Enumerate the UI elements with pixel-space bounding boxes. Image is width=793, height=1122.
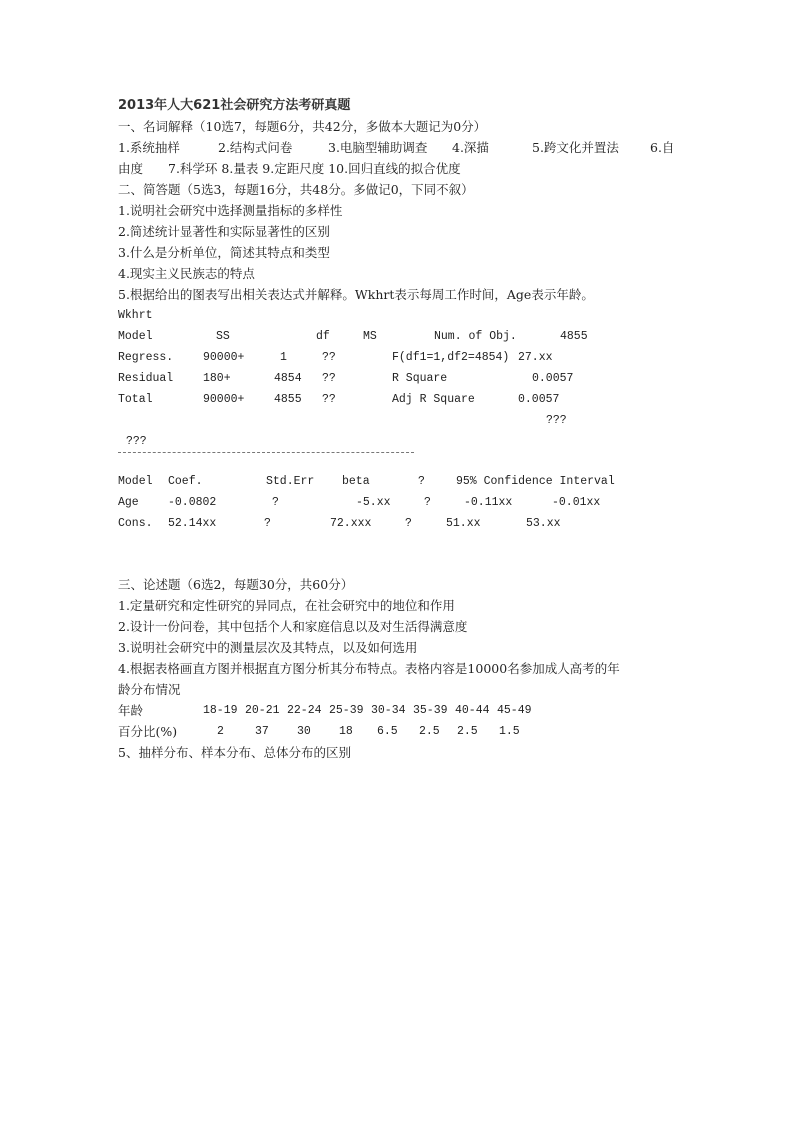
table-cell: Age xyxy=(118,496,139,509)
age-cell: 40-44 xyxy=(455,704,490,717)
header-cell: 95% Confidence Interval xyxy=(456,475,615,488)
header-cell: beta xyxy=(342,475,370,488)
question: 4.现实主义民族志的特点 xyxy=(118,266,255,281)
table-cell: Residual xyxy=(118,372,174,385)
table-cell: -0.11xx xyxy=(464,496,513,509)
question: 2.设计一份问卷，其中包括个人和家庭信息以及对生活得满意度 xyxy=(118,619,468,634)
term-item: 7.科学环 8.量表 9.定距尺度 10.回归直线的拟合优度 xyxy=(168,161,461,176)
header-cell: Model xyxy=(118,475,153,488)
age-cell: 25-39 xyxy=(329,704,364,717)
term-item: 1.系统抽样 xyxy=(118,140,180,155)
header-cell: Coef. xyxy=(168,475,203,488)
age-cell: 45-49 xyxy=(497,704,532,717)
table-cell: 53.xx xyxy=(526,517,561,530)
pct-cell: 37 xyxy=(255,725,269,738)
table-cell: 0.0057 xyxy=(532,372,574,385)
table-cell: 0.0057 xyxy=(518,393,560,406)
row-label: 百分比(%) xyxy=(118,724,178,739)
term-item: 3.电脑型辅助调查 xyxy=(328,140,428,155)
unknown-mark: ??? xyxy=(546,414,567,427)
header-cell: Std.Err xyxy=(266,475,315,488)
pct-cell: 2.5 xyxy=(457,725,478,738)
header-cell: Model xyxy=(118,330,153,343)
table-cell: 90000+ xyxy=(203,393,245,406)
table-divider xyxy=(118,452,414,453)
pct-cell: 2.5 xyxy=(419,725,440,738)
table-cell: Adj R Square xyxy=(392,393,475,406)
table-cell: 52.14xx xyxy=(168,517,217,530)
table-cell: Total xyxy=(118,393,153,406)
question: 1.定量研究和定性研究的异同点，在社会研究中的地位和作用 xyxy=(118,598,455,613)
page-title: 2013年人大621社会研究方法考研真题 xyxy=(118,98,351,113)
table-cell: -0.01xx xyxy=(552,496,601,509)
question: 5.根据给出的图表写出相关表达式并解释。Wkhrt表示每周工作时间，Age表示年龄。 xyxy=(118,287,594,302)
header-cell: Num. of Obj. xyxy=(434,330,517,343)
pct-cell: 2 xyxy=(217,725,224,738)
term-item: 2.结构式问卷 xyxy=(218,140,293,155)
age-cell: 30-34 xyxy=(371,704,406,717)
section1-heading: 一、名词解释（10选7，每题6分，共42分，多做本大题记为0分） xyxy=(118,119,487,134)
header-cell: 4855 xyxy=(560,330,588,343)
table-cell: ? xyxy=(264,517,271,530)
table-cell: 4855 xyxy=(274,393,302,406)
age-cell: 18-19 xyxy=(203,704,238,717)
table-cell: ? xyxy=(424,496,431,509)
table-cell: F(df1=1,df2=4854) xyxy=(392,351,510,364)
table-cell: -0.0802 xyxy=(168,496,217,509)
table-cell: -5.xx xyxy=(356,496,391,509)
header-cell: df xyxy=(316,330,330,343)
table-cell: 27.xx xyxy=(518,351,553,364)
table-cell: ?? xyxy=(322,372,336,385)
question: 3.什么是分析单位，简述其特点和类型 xyxy=(118,245,330,260)
table-cell: ? xyxy=(272,496,279,509)
pct-cell: 1.5 xyxy=(499,725,520,738)
table-cell: ? xyxy=(405,517,412,530)
table-cell: ?? xyxy=(322,351,336,364)
age-cell: 22-24 xyxy=(287,704,322,717)
section3-heading: 三、论述题（6选2，每题30分，共60分） xyxy=(118,577,354,592)
table-cell: 180+ xyxy=(203,372,231,385)
term-item: 4.深描 xyxy=(452,140,489,155)
table-cell: R Square xyxy=(392,372,448,385)
table-cell: 4854 xyxy=(274,372,302,385)
dependent-variable: Wkhrt xyxy=(118,309,153,322)
age-cell: 35-39 xyxy=(413,704,448,717)
term-item: 由度 xyxy=(118,161,144,176)
question: 3.说明社会研究中的测量层次及其特点，以及如何选用 xyxy=(118,640,418,655)
pct-cell: 6.5 xyxy=(377,725,398,738)
question: 2.简述统计显著性和实际显著性的区别 xyxy=(118,224,330,239)
table-cell: ?? xyxy=(322,393,336,406)
section2-heading: 二、简答题（5选3，每题16分，共48分。多做记0，下同不叙） xyxy=(118,182,474,197)
table-cell: 51.xx xyxy=(446,517,481,530)
pct-cell: 30 xyxy=(297,725,311,738)
table-cell: 1 xyxy=(280,351,287,364)
age-cell: 20-21 xyxy=(245,704,280,717)
question: 4.根据表格画直方图并根据直方图分析其分布特点。表格内容是10000名参加成人高考的年 xyxy=(118,661,620,676)
header-cell: ? xyxy=(418,475,425,488)
term-item: 6.自 xyxy=(650,140,675,155)
table-cell: Cons. xyxy=(118,517,153,530)
header-cell: MS xyxy=(363,330,377,343)
table-cell: 72.xxx xyxy=(330,517,372,530)
table-cell: 90000+ xyxy=(203,351,245,364)
pct-cell: 18 xyxy=(339,725,353,738)
table-cell: Regress. xyxy=(118,351,174,364)
question-continued: 龄分布情况 xyxy=(118,682,181,697)
header-cell: SS xyxy=(216,330,230,343)
question: 5、抽样分布、样本分布、总体分布的区别 xyxy=(118,745,351,760)
unknown-mark: ??? xyxy=(126,435,147,448)
term-item: 5.跨文化并置法 xyxy=(532,140,619,155)
question: 1.说明社会研究中选择测量指标的多样性 xyxy=(118,203,343,218)
row-label: 年龄 xyxy=(118,703,144,718)
